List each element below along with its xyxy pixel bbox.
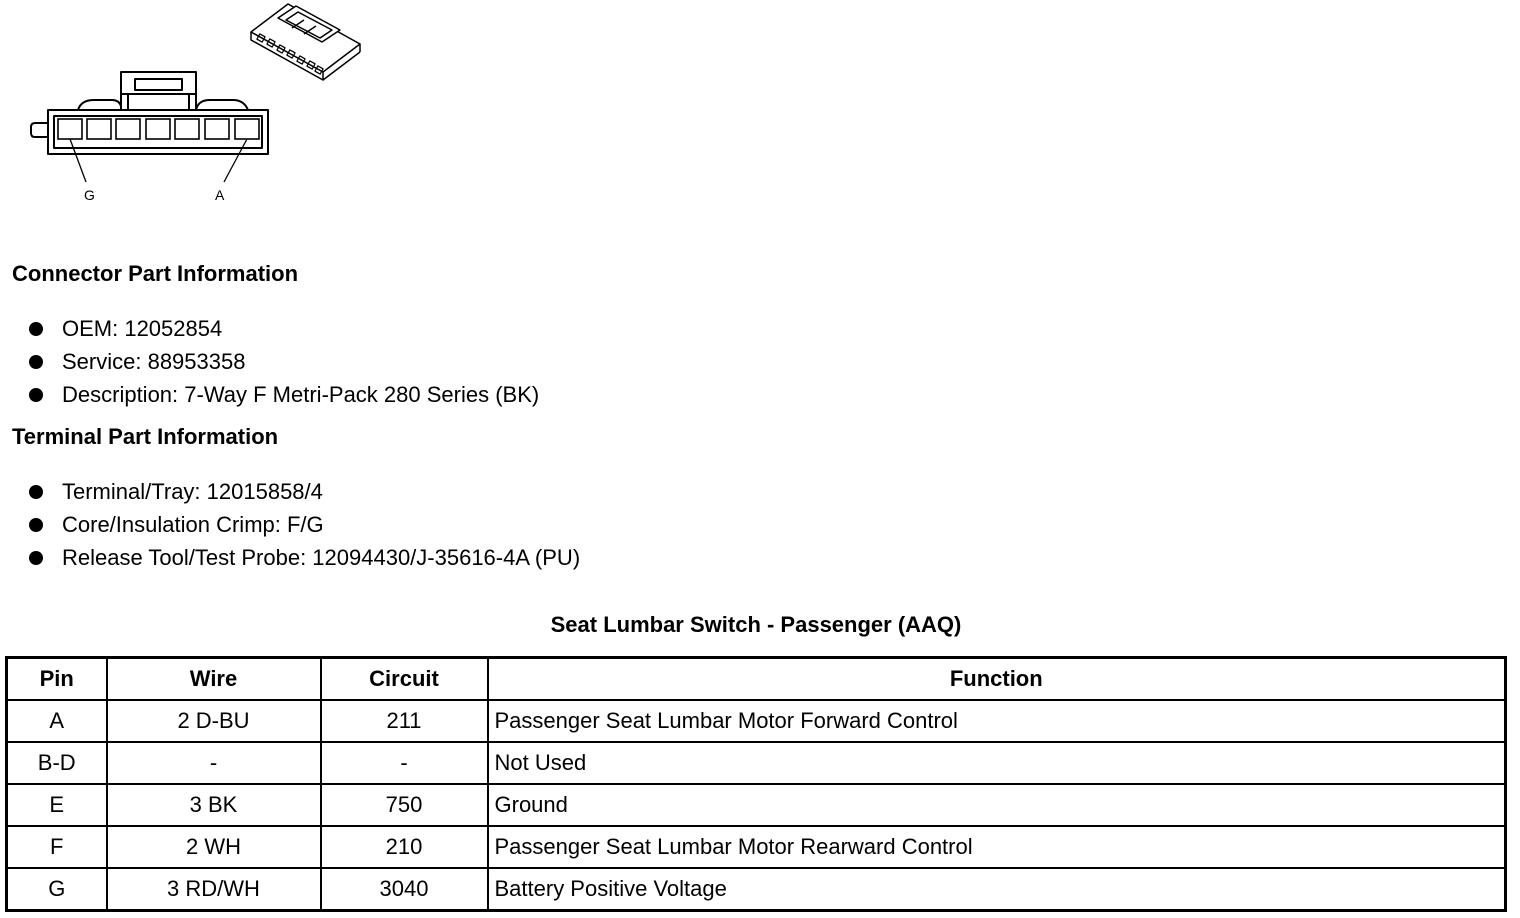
cell-function: Ground — [488, 784, 1506, 826]
table-row — [7, 700, 1506, 742]
connector-info-heading: Connector Part Information — [12, 261, 299, 286]
terminal-tray: Terminal/Tray: 12015858/4 — [62, 479, 323, 504]
terminal-info-heading: Terminal Part Information — [12, 424, 279, 449]
cell-function: Passenger Seat Lumbar Motor Rearward Control — [488, 826, 1506, 868]
cell-wire: - — [107, 742, 321, 784]
column-header-circuit: Circuit — [321, 658, 488, 701]
cell-circuit: 210 — [321, 826, 488, 868]
pinout-table — [5, 656, 1507, 912]
table-row — [7, 826, 1506, 868]
cell-wire: 2 WH — [107, 826, 321, 868]
connector-service: Service: 88953358 — [62, 349, 246, 374]
list-item — [28, 378, 539, 411]
list-item — [28, 508, 580, 541]
list-item — [28, 345, 539, 378]
cell-circuit: 211 — [321, 700, 488, 742]
bullet-icon — [29, 355, 43, 369]
cell-pin: E — [7, 784, 107, 826]
connector-info-list — [28, 312, 539, 411]
table-title: Seat Lumbar Switch - Passenger (AAQ) — [550, 612, 962, 637]
connector-description: Description: 7-Way F Metri-Pack 280 Series (BK) — [62, 382, 540, 407]
cell-circuit: 750 — [321, 784, 488, 826]
connector-oem: OEM: 12052854 — [62, 316, 223, 341]
cell-circuit: 3040 — [321, 868, 488, 911]
pin-label-a: A — [215, 187, 225, 203]
connector-face-drawing — [31, 72, 268, 154]
connector-diagram — [0, 0, 400, 215]
table-row — [7, 868, 1506, 911]
cell-circuit: - — [321, 742, 488, 784]
table-row — [7, 742, 1506, 784]
terminal-release-tool: Release Tool/Test Probe: 12094430/J-35616-4A (PU) — [62, 545, 581, 570]
table-header-row — [7, 658, 1506, 701]
column-header-function: Function — [488, 658, 1506, 701]
cell-function: Passenger Seat Lumbar Motor Forward Control — [488, 700, 1506, 742]
cell-wire: 2 D-BU — [107, 700, 321, 742]
bullet-icon — [29, 322, 43, 336]
column-header-pin: Pin — [7, 658, 107, 701]
terminal-crimp: Core/Insulation Crimp: F/G — [62, 512, 324, 537]
pin-label-g: G — [84, 187, 95, 203]
bullet-icon — [29, 518, 43, 532]
cell-pin: A — [7, 700, 107, 742]
cell-pin: B-D — [7, 742, 107, 784]
connector-isometric-drawing — [251, 4, 360, 80]
list-item — [28, 312, 539, 345]
table-row — [7, 784, 1506, 826]
bullet-icon — [29, 388, 43, 402]
terminal-info-list — [28, 475, 580, 574]
cell-wire: 3 BK — [107, 784, 321, 826]
list-item — [28, 475, 580, 508]
cell-wire: 3 RD/WH — [107, 868, 321, 911]
column-header-wire: Wire — [107, 658, 321, 701]
bullet-icon — [29, 485, 43, 499]
cell-function: Not Used — [488, 742, 1506, 784]
cell-pin: G — [7, 868, 107, 911]
cell-function: Battery Positive Voltage — [488, 868, 1506, 911]
list-item — [28, 541, 580, 574]
bullet-icon — [29, 551, 43, 565]
cell-pin: F — [7, 826, 107, 868]
